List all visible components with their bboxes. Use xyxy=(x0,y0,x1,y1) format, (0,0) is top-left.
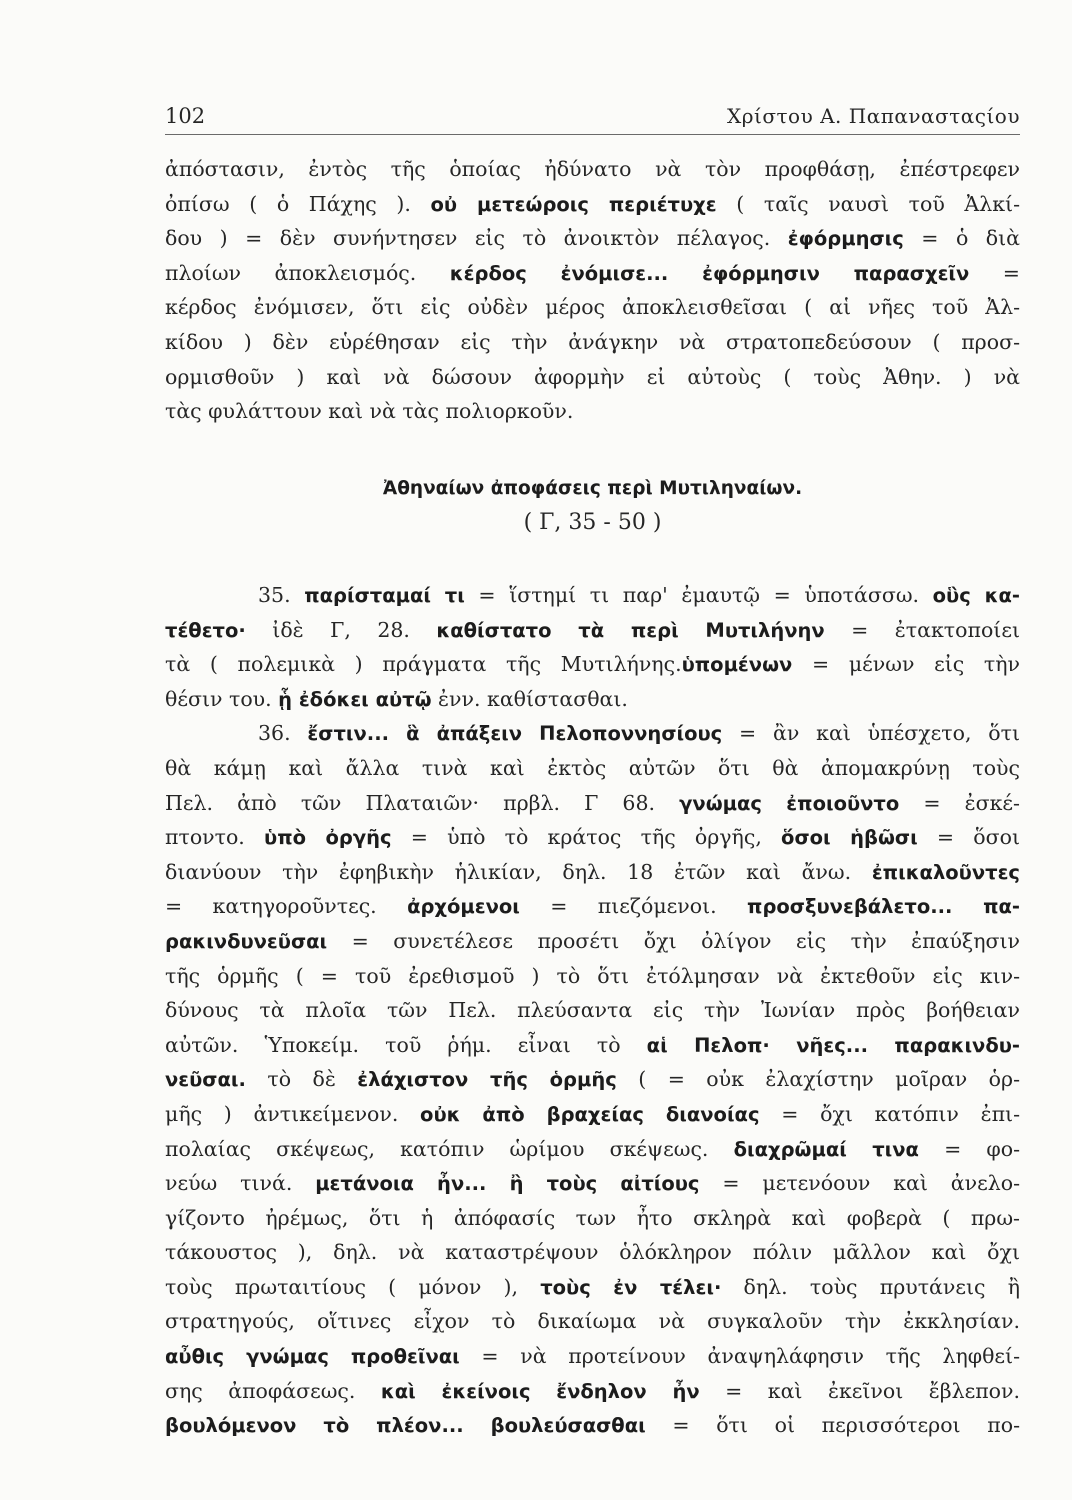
text-segment: μῆς ) ἀντικείμενον. xyxy=(165,1101,421,1126)
text-segment: κέρδος ἐνόμισεν, ὅτι εἰς οὐδὲν μέρος ἀποκλεισθεῖσαι ( αἱ νῆες τοῦ Ἀλ- xyxy=(165,295,1020,320)
lemma-bold: βουλόμενον τὸ πλέον... βουλεύσασθαι xyxy=(165,1414,646,1438)
text-line xyxy=(165,855,1020,890)
lemma-bold: ἐφόρμησις xyxy=(787,227,904,251)
paragraph-2 xyxy=(165,578,1020,1443)
lemma-bold: ρακινδυνεῦσαι xyxy=(165,929,328,953)
text-segment: θέσιν του. xyxy=(165,686,279,711)
text-segment: = ἵστημί τι παρ' ἐμαυτῷ = ὑποτάσσω. xyxy=(464,583,933,607)
text-segment: πολαίας σκέψεως, κατόπιν ὡρίμου σκέψεως. xyxy=(165,1136,734,1161)
lemma-bold: αὖθις γνώμας προθεῖναι xyxy=(165,1345,460,1369)
text-segment: τὰς φυλάττουν καὶ νὰ τὰς πολιορκοῦν. xyxy=(165,399,574,424)
page-number: 102 xyxy=(165,104,206,128)
text-line xyxy=(165,1374,1020,1409)
lemma-bold: καὶ ἐκείνοις ἔνδηλον ἦν xyxy=(380,1379,700,1403)
text-segment: πτοντο. xyxy=(165,825,265,850)
text-segment: αὐτῶν. Ὑποκείμ. τοῦ ῥήμ. εἶναι τὸ xyxy=(165,1032,647,1057)
text-line xyxy=(165,1339,1020,1374)
text-segment: νεύω τινά. xyxy=(165,1171,316,1196)
lemma-bold: ὑπομένων xyxy=(681,653,793,677)
lemma-bold: κέρδος ἐνόμισε... ἐφόρμησιν παρασχεῖν xyxy=(449,261,970,285)
text-line xyxy=(165,682,1020,717)
text-segment: = ὅσοι xyxy=(917,825,1020,850)
text-line xyxy=(165,786,1020,821)
lemma-bold: ἀρχόμενοι xyxy=(407,895,520,919)
lemma-bold: ἔστιν... ἃ ἀπάξειν Πελοποννησίους xyxy=(307,722,723,746)
lemma-bold: ὑπὸ ὀργῆς xyxy=(264,826,392,850)
text-line xyxy=(165,394,1020,429)
text-segment: = ἐτακτοποίει xyxy=(824,617,1020,642)
text-line xyxy=(165,1132,1020,1167)
lemma-bold: οὓς κα- xyxy=(932,584,1020,607)
text-line xyxy=(165,1201,1020,1236)
lemma-bold: ἐπικαλοῦντες xyxy=(871,860,1020,884)
text-line xyxy=(165,152,1020,187)
text-segment: τοὺς πρωταιτίους ( μόνον ), xyxy=(165,1274,541,1299)
text-segment: τάκουστος ), δηλ. νὰ καταστρέψουν ὁλόκληρον πόλιν μᾶλλον καὶ ὄχι xyxy=(165,1240,1020,1265)
page-header xyxy=(165,98,1020,135)
section-reference: ( Γ, 35 - 50 ) xyxy=(523,510,662,535)
text-segment: ( = οὐκ ἐλαχίστην μοῖραν ὁρ- xyxy=(616,1067,1020,1092)
text-segment: = ὑπὸ τὸ κράτος τῆς ὀργῆς, xyxy=(391,825,782,850)
text-segment: = μένων εἰς τὴν xyxy=(792,652,1020,677)
text-line xyxy=(165,820,1020,855)
lemma-bold: παρίσταμαί τι xyxy=(304,584,465,607)
text-line xyxy=(165,578,1020,613)
text-segment: ὀπίσω ( ὁ Πάχης ). xyxy=(165,191,431,216)
text-line xyxy=(165,716,1020,751)
text-line xyxy=(165,647,1020,682)
text-line xyxy=(165,1304,1020,1339)
text-segment: γίζοντο ἠρέμως, ὅτι ἡ ἀπόφασίς των ἦτο σκληρὰ καὶ φοβερὰ ( πρω- xyxy=(165,1205,1020,1230)
text-segment: = xyxy=(969,260,1020,285)
text-segment: = συνετέλεσε προσέτι ὄχι ὀλίγον εἰς τὴν ἐπαύξησιν xyxy=(327,928,1020,953)
lemma-bold: οὐ μετεώροις περιέτυχε xyxy=(430,192,717,216)
text-segment: = κατηγοροῦντες. xyxy=(165,894,408,919)
text-segment: Πελ. ἀπὸ τῶν Πλαταιῶν· πρβλ. Γ 68. xyxy=(165,790,680,815)
text-line xyxy=(165,325,1020,360)
lemma-bold: οὐκ ἀπὸ βραχείας διανοίας xyxy=(420,1102,760,1126)
text-segment: κίδου ) δὲν εὑρέθησαν εἰς τὴν ἀνάγκην νὰ στρατοπεδεύσουν ( προσ- xyxy=(165,329,1020,354)
lemma-bold: προσξυνεβάλετο... πα- xyxy=(747,895,1020,919)
lemma-bold: καθίστατο τὰ περὶ Μυτιλήνην xyxy=(436,618,825,642)
text-line xyxy=(165,1270,1020,1305)
text-segment: στρατηγούς, οἵτινες εἶχον τὸ δικαίωμα νὰ συγκαλοῦν τὴν ἐκκλησίαν. xyxy=(165,1309,1020,1334)
text-line xyxy=(165,993,1020,1028)
lemma-bold: ᾗ ἐδόκει αὐτῷ xyxy=(278,687,432,711)
text-segment: = καὶ ἐκεῖνοι ἔβλεπον. xyxy=(699,1378,1020,1403)
text-line xyxy=(165,290,1020,325)
text-segment: = πιεζόμενοι. xyxy=(519,894,748,919)
text-line xyxy=(165,256,1020,291)
text-segment: διανύουν τὴν ἐφηβικὴν ἡλικίαν, δηλ. 18 ἐτῶν καὶ ἄνω. xyxy=(165,859,872,884)
lemma-bold: νεῦσαι. xyxy=(165,1068,246,1092)
text-segment: πλοίων ἀποκλεισμός. xyxy=(165,260,450,285)
lemma-bold: γνώμας ἐποιοῦντο xyxy=(679,791,900,815)
text-segment: = φο- xyxy=(918,1136,1020,1161)
text-segment: σης ἀποφάσεως. xyxy=(165,1378,381,1403)
text-segment: τὸ δὲ xyxy=(245,1067,358,1092)
text-line xyxy=(165,613,1020,648)
text-segment: 35. xyxy=(258,583,305,607)
lemma-bold: ὅσοι ἡβῶσι xyxy=(781,826,918,850)
text-segment: = ὅτι οἱ περισσότεροι πο- xyxy=(645,1413,1020,1438)
text-line xyxy=(165,1166,1020,1201)
section-title: Ἀθηναίων ἀποφάσεις περὶ Μυτιληναίων. xyxy=(382,478,803,499)
text-line xyxy=(165,221,1020,256)
text-segment: = μετενόουν καὶ ἀνελο- xyxy=(699,1171,1020,1196)
text-segment: δηλ. τοὺς πρυτάνεις ἢ xyxy=(721,1274,1020,1299)
text-line xyxy=(165,360,1020,395)
text-segment: ἰδὲ Γ, 28. xyxy=(245,617,437,642)
lemma-bold: τέθετο· xyxy=(165,618,246,642)
text-segment: = ὄχι κατόπιν ἐπι- xyxy=(759,1101,1020,1126)
lemma-bold: ἐλάχιστον τῆς ὁρμῆς xyxy=(357,1068,617,1092)
text-line xyxy=(165,1028,1020,1063)
lemma-bold: τοὺς ἐν τέλει· xyxy=(540,1275,722,1299)
text-segment: = ἂν καὶ ὑπέσχετο, ὅτι xyxy=(722,721,1020,746)
text-line xyxy=(165,751,1020,786)
paragraph-1 xyxy=(165,152,1020,429)
text-segment: δου ) = δὲν συνήντησεν εἰς τὸ ἀνοικτὸν πέλαγος. xyxy=(165,226,788,251)
text-segment: 36. xyxy=(258,721,308,746)
text-line xyxy=(165,1097,1020,1132)
text-line xyxy=(165,924,1020,959)
text-line xyxy=(165,1062,1020,1097)
text-segment: = ὁ διὰ xyxy=(903,226,1020,251)
text-segment: ορμισθοῦν ) καὶ νὰ δώσουν ἀφορμὴν εἰ αὐτοὺς ( τοὺς Ἀθην. ) νὰ xyxy=(165,364,1020,389)
text-segment: δύνους τὰ πλοῖα τῶν Πελ. πλεύσαντα εἰς τὴν Ἰωνίαν πρὸς βοήθειαν xyxy=(165,998,1020,1023)
text-segment: ἀπόστασιν, ἐντὸς τῆς ὁποίας ἠδύνατο νὰ τὸν προφθάσῃ, ἐπέστρεφεν xyxy=(165,157,1020,181)
text-segment: = νὰ προτείνουν ἀναψηλάφησιν τῆς ληφθεί- xyxy=(459,1344,1020,1369)
text-line xyxy=(165,889,1020,924)
text-segment: τὰ ( πολεμικὰ ) πράγματα τῆς Μυτιλήνης. xyxy=(165,652,682,677)
text-segment: τῆς ὁρμῆς ( = τοῦ ἐρεθισμοῦ ) τὸ ὅτι ἐτόλμησαν νὰ ἐκτεθοῦν εἰς κιν- xyxy=(165,963,1020,988)
text-segment: ( ταῖς ναυσὶ τοῦ Ἀλκί- xyxy=(716,191,1020,216)
text-line xyxy=(165,1408,1020,1443)
lemma-bold: διαχρῶμαί τινα xyxy=(733,1137,919,1161)
text-segment: ἐνν. καθίστασθαι. xyxy=(431,686,628,711)
lemma-bold: μετάνοια ἦν... ἢ τοὺς αἰτίους xyxy=(315,1172,700,1196)
lemma-bold: αἱ Πελοπ· νῆες... παρακινδυ- xyxy=(646,1033,1020,1057)
text-line xyxy=(165,959,1020,994)
text-line xyxy=(165,1235,1020,1270)
running-head: Χρίστου Α. Παπανασταςίου xyxy=(727,104,1020,128)
text-line xyxy=(165,187,1020,222)
text-segment: = ἐσκέ- xyxy=(899,790,1020,815)
text-segment: θὰ κάμῃ καὶ ἄλλα τινὰ καὶ ἐκτὸς αὐτῶν ὅτι θὰ ἀπομακρύνῃ τοὺς xyxy=(165,755,1020,780)
